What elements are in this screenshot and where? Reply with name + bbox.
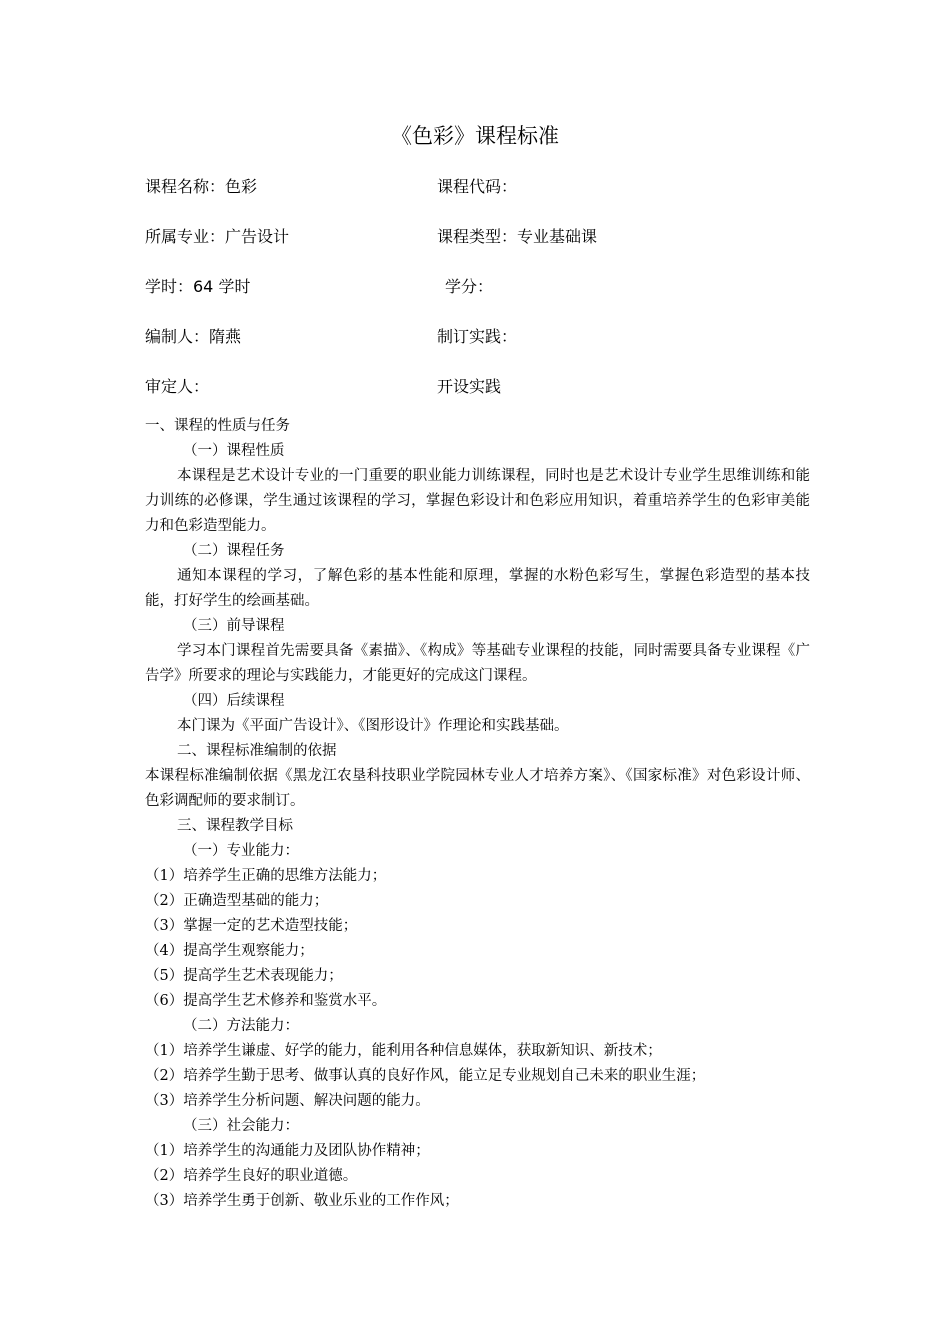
document-body [145,414,810,1214]
offering-field: 开设实践 [437,377,502,396]
list-item: （1）培养学生的沟通能力及团队协作精神； [145,1143,430,1159]
course-type-field: 课程类型：专业基础课 [437,227,598,246]
list-item: （3）掌握一定的艺术造型技能； [145,918,358,934]
section-heading: 二、课程标准编制的依据 [177,743,337,759]
subsection-heading: （二）课程任务 [183,543,285,559]
list-item: （2）培养学生良好的职业道德。 [145,1168,358,1184]
list-item: （3）培养学生勇于创新、敬业乐业的工作作风； [145,1193,459,1209]
course-code-field: 课程代码： [437,177,518,196]
paragraph-course-nature: 本课程是艺术设计专业的一门重要的职业能力训练课程，同时也是艺术设计专业学生思维训练和能力训练的必修课，学生通过该课程的学习，掌握色彩设计和色彩应用知识，着重培养学生的色彩审美能力和色彩造型能力。 [145,468,810,534]
list-item: （1）培养学生谦虚、好学的能力，能利用各种信息媒体，获取新知识、新技术； [145,1043,662,1059]
hours-field: 学时：64 学时 [145,277,251,296]
credits-field: 学分： [445,277,494,296]
info-row-author [145,324,825,350]
list-item: （2）培养学生勤于思考、做事认真的良好作风，能立足专业规划自己未来的职业生涯； [145,1068,706,1084]
paragraph-course-task: 通知本课程的学习，了解色彩的基本性能和原理，掌握的水粉色彩写生，掌握色彩造型的基本技能，打好学生的绘画基础。 [145,568,810,609]
list-item: （2）正确造型基础的能力； [145,893,329,909]
list-item: （1）培养学生正确的思维方法能力； [145,868,387,884]
subsection-heading: （三）社会能力： [183,1118,299,1134]
info-row-hours [145,274,825,300]
subsection-heading: （三）前导课程 [183,618,285,634]
reviewer-field: 审定人： [145,377,210,396]
subsection-heading: （一）专业能力： [183,843,299,859]
paragraph-followup: 本门课为《平面广告设计》、《图形设计》作理论和实践基础。 [177,718,569,734]
subsection-heading: （二）方法能力： [183,1018,299,1034]
section-heading: 一、课程的性质与任务 [145,418,290,434]
list-item: （6）提高学生艺术修养和鉴赏水平。 [145,993,387,1009]
list-item: （4）提高学生观察能力； [145,943,314,959]
paragraph-prerequisite: 学习本门课程首先需要具备《素描》、《构成》等基础专业课程的技能，同时需要具备专业课程《广告学》所要求的理论与实践能力，才能更好的完成这门课程。 [145,643,810,684]
info-row-reviewer [145,374,825,400]
course-name-field: 课程名称：色彩 [145,177,258,196]
paragraph-basis: 本课程标准编制依据《黑龙江农垦科技职业学院园林专业人才培养方案》、《国家标准》对色彩设计师、色彩调配师的要求制订。 [145,768,810,809]
major-field: 所属专业：广告设计 [145,227,290,246]
info-row-course-name [145,174,825,200]
list-item: （5）提高学生艺术表现能力； [145,968,343,984]
document-title: 《色彩》课程标准 [391,124,559,148]
section-heading: 三、课程教学目标 [177,818,293,834]
subsection-heading: （四）后续课程 [183,693,285,709]
subsection-heading: （一）课程性质 [183,443,285,459]
revision-field: 制订实践： [437,327,518,346]
author-field: 编制人：隋燕 [145,327,242,346]
info-row-major [145,224,825,250]
list-item: （3）培养学生分析问题、解决问题的能力。 [145,1093,430,1109]
